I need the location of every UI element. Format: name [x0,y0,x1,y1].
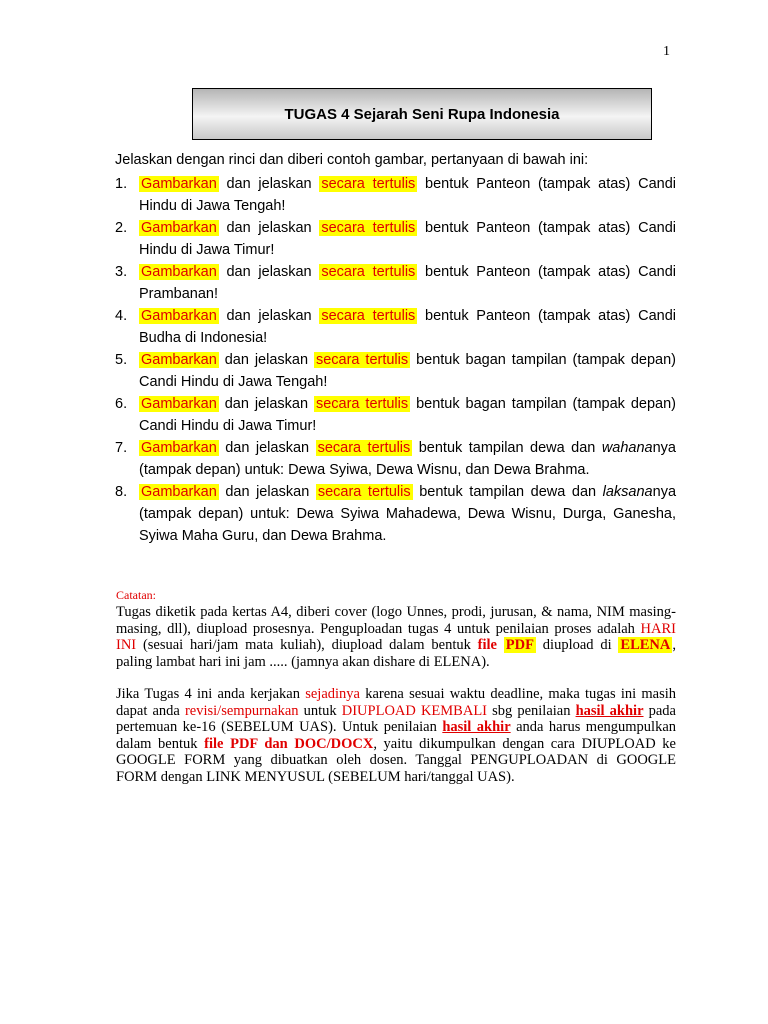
list-item [115,305,676,349]
list-item [115,349,676,393]
task-number: 2. [115,220,128,236]
task-number: 6. [115,396,128,412]
notes-paragraph-1: Tugas diketik pada kertas A4, diberi cover (logo Unnes, prodi, jurusan, & nama, NIM masing-masing, dll), diupload prosesnya. Penguploadan tugas 4 untuk penilaian proses adalah HARI INI (sesuai hari/jam mata kuliah), diupload dalam bentuk file PDF diupload di ELENA , paling lambat hari ini jam ..... (jamnya akan dishare di ELENA). [116,604,677,670]
file-text: file [477,637,497,653]
task-number: 3. [115,264,128,280]
list-item [115,261,676,305]
task-text: Gambarkan dan jelaskan secara tertulis bentuk Panteon (tampak atas) Candi Hindu di Jawa Tengah! [139,176,677,214]
highlight-written: secara tertulis [321,308,416,324]
task-text: Gambarkan dan jelaskan secara tertulis bentuk Panteon (tampak atas) Candi Hindu di Jawa Timur! [139,220,677,258]
highlight-describe: Gambarkan [141,396,217,412]
task-text: Gambarkan dan jelaskan secara tertulis bentuk bagan tampilan (tampak depan) Candi Hindu di Jawa Tengah! [139,352,676,390]
list-item [115,437,676,481]
pdf-highlight: PDF [505,637,534,653]
highlight-describe: Gambarkan [141,484,217,500]
task-text: Gambarkan dan jelaskan secara tertulis bentuk bagan tampilan (tampak depan) Candi Hindu di Jawa Timur! [139,396,676,434]
task-number: 5. [115,352,128,368]
task-number: 1. [115,176,128,192]
highlight-describe: Gambarkan [141,220,217,236]
notes-paragraph-2: Jika Tugas 4 ini anda kerjakan sejadinya karena sesuai waktu deadline, maka tugas ini masih dapat anda revisi/sempurnakan untuk DIUPLOAD KEMBALI sbg penilaian hasil akhir pada pertemuan ke-16 (SEBELUM UAS). Untuk penilaian hasil akhir anda harus mengumpulkan dalam bentuk file PDF dan DOC/DOCX, yaitu dikumpulkan dengan cara DIUPLOAD ke GOOGLE FORM yang dibuatkan oleh dosen. Tanggal PENGUPLOADAN di GOOGLE FORM dengan LINK MENYUSUL (SEBELUM hari/tanggal UAS). [116,686,677,785]
hasil-akhir-text-2: hasil akhir [442,719,511,735]
sejadinya-text: sejadinya [305,686,360,702]
task-number: 4. [115,308,128,324]
title-box [192,88,652,140]
highlight-written: secara tertulis [317,440,411,456]
task-text: Gambarkan dan jelaskan secara tertulis bentuk Panteon (tampak atas) Candi Budha di Indonesia! [139,308,677,346]
task-text: Gambarkan dan jelaskan secara tertulis bentuk Panteon (tampak atas) Candi Prambanan! [139,264,677,302]
intro-text: Jelaskan dengan rinci dan diberi contoh gambar, pertanyaan di bawah ini: [115,152,589,168]
list-item [115,393,676,437]
diupload-kembali-text: DIUPLOAD KEMBALI [341,702,487,719]
page-number: 1 [663,44,670,59]
highlight-describe: Gambarkan [141,308,217,324]
highlight-written: secara tertulis [315,352,409,368]
highlight-describe: Gambarkan [141,440,217,456]
notes-label: Catatan: [116,588,156,602]
hari-ini-text: HARI INI [116,620,676,653]
highlight-written: secara tertulis [317,484,411,500]
highlight-describe: Gambarkan [141,352,217,368]
list-item [115,217,676,261]
highlight-describe: Gambarkan [141,264,217,280]
list-item [115,481,676,547]
list-item [115,173,676,217]
task-text: Gambarkan dan jelaskan secara tertulis bentuk tampilan dewa dan laksananya (tampak depan) untuk: Dewa Syiwa Mahadewa, Dewa Wisnu, Durga, Ganesha, Syiwa Maha Guru, dan Dewa Brahma. [139,484,677,544]
highlight-written: secara tertulis [321,176,416,192]
highlight-written: secara tertulis [315,396,409,412]
highlight-written: secara tertulis [321,220,416,236]
task-list [115,173,676,547]
file-formats-text: file PDF dan DOC/DOCX [204,735,374,752]
page-title: TUGAS 4 Sejarah Seni Rupa Indonesia [284,105,560,123]
task-number: 8. [115,484,128,500]
task-number: 7. [115,440,128,456]
highlight-describe: Gambarkan [141,176,217,192]
hasil-akhir-text-1: hasil akhir [575,702,644,719]
task-text: Gambarkan dan jelaskan secara tertulis bentuk tampilan dewa dan wahananya (tampak depan) untuk: Dewa Syiwa, Dewa Wisnu, dan Dewa Brahma. [139,440,676,478]
elena-highlight: ELENA [620,637,671,653]
highlight-written: secara tertulis [321,264,416,280]
revisi-text: revisi/sempurnakan [184,702,299,719]
